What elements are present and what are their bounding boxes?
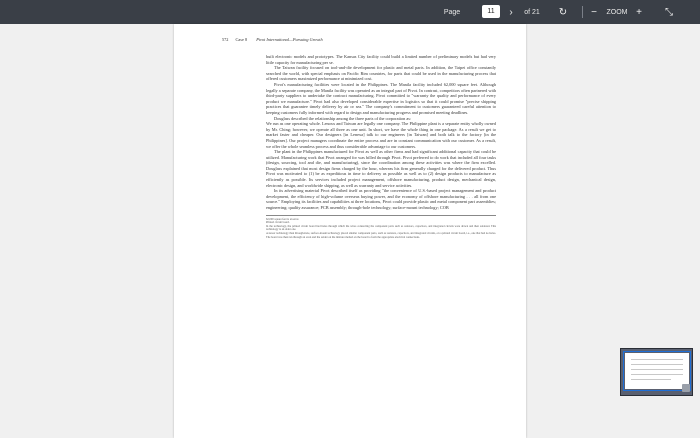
document-page	[174, 24, 526, 438]
viewer-toolbar	[0, 0, 700, 24]
block-quote: We run as one operating whole. Lenoxx and Taiwan are legally one company. The Philippine plant is a separate entity wholly owned by Mr. Ching; however, we operate all three as one unit. In short, we have the whole thing in one package. As a result we get to market faster and cheaper. Our designers [in Lenexa] talk to our engineers [in Taiwan] and both talk to the factory [in the Philippines]. Our project managers coordinate the entire process and are in constant communication with our customer. As a result, we offer the whole seamless process and thus considerable advantage to our customers.	[266, 121, 496, 149]
page-number-input[interactable]: 11	[482, 5, 500, 18]
thumbnail-toggle-icon[interactable]	[682, 384, 690, 392]
body-paragraph: Pivot's manufacturing facilities were located in the Philippines. The Manila facility included 62,000 square feet. Although legally a separate company, the Manila facility was operated as an integral part of Pivot. In contrast, competitors often partnered with third-party suppliers to undertake the contract manufacturing. Pivot committed to "warranty the quality and performance of every product we manufacture." Pivot had also developed considerable expertise in logistics so that it could promise "precise shipping practices that guarantee timely delivery by air or sea." The company's commitment to customers guaranteed careful attention to keeping customers fully informed with regard to design and manufacturing progress and promised meeting deadlines.	[266, 81, 496, 115]
zoom-label: ZOOM	[606, 8, 628, 16]
body-paragraph: In its advertising material Pivot described itself as providing "the convenience of U.S.-based project management and product development, the efficiency of high-volume overseas buying power, and the economy of offshore manufacturing . . . all from one source." Employing its facilities and capabilities at three locations, Pivot could provide plastic and metal component part assemblies; engineering; quality assurance; PCB assembly; through-hole technology; surface-mount technology; COB	[266, 188, 496, 211]
body-paragraph: Douglass described the relationship among the three parts of the corporation as:	[274, 115, 412, 121]
page-body	[266, 54, 496, 239]
thumbnail-viewport-indicator[interactable]	[623, 351, 691, 391]
rotate-icon[interactable]: ↻	[558, 6, 568, 18]
body-paragraph: built electronic models and prototypes. The Kansas City facility could build a limited number of preliminary models but had very little capacity for manufacturing per se.	[266, 54, 496, 65]
footnote: In the technology, the printed circuit board had holes through which the wires connecting the component parts such as resistors, capacitors, and integrated circuits were drawn and then soldered. This technology is an older one.	[266, 224, 496, 232]
case-label: Case 8	[235, 37, 248, 42]
body-paragraph: The Taiwan facility focused on tool-and-die development for plastic and metal parts. In addition, the Taipei office constantly searched the world, with special emphasis on Pacific Rim countries, for parts that could be used in the manufacturing process that offered customers maximized performance at minimized cost.	[266, 65, 496, 82]
fullscreen-icon[interactable]: ⤡	[665, 6, 673, 18]
total-pages: of 21	[524, 8, 540, 16]
zoom-out-icon[interactable]: −	[591, 6, 597, 18]
footnote: 62,000 square feet is an error.	[266, 217, 300, 221]
running-header	[222, 37, 323, 42]
body-paragraph: The plant in the Philippines manufactured for Pivot as well as other firms and had significant additional capacity that could be utilized. Manufacturing work that Pivot arranged for was billed through Pivot. Pivot preferred to do work that included all four tasks (design, sourcing, tool and die, and manufacturing), since the coordination among these activities was where the firm excelled. Douglass explained that most design firms charged by the hour, whereas his firm generally charged for the delivered product. Thus Pivot was motivated to (1) be as expeditious in time to delivery as possible as well as to (2) design products to manufacture as efficiently as possible. Its services included project management, offshore manufacturing, product design, mechanical design, electronic design, and worldwide shipping, as well as warranty and service activities.	[266, 149, 496, 188]
next-page-icon[interactable]: ›	[509, 6, 513, 18]
toolbar-divider	[582, 6, 583, 18]
running-title: Pivot International—Pursuing Growth	[256, 37, 323, 42]
footnote: A newer technology than through-hole, surface-mount technology placed smaller component parts, such as resistors, capacitors, and integrated circuits, on a printed circuit board, i.e., one that had no holes. The board was then run through an oven and the solder on the mixture melted on the board to form the appropriate electrical connections.	[266, 232, 496, 239]
page-label: Page	[443, 8, 461, 16]
page-number: 572	[222, 37, 229, 42]
zoom-in-icon[interactable]: +	[636, 6, 642, 18]
footnotes	[266, 215, 496, 240]
footnote: Printed circuit board.	[266, 221, 290, 225]
